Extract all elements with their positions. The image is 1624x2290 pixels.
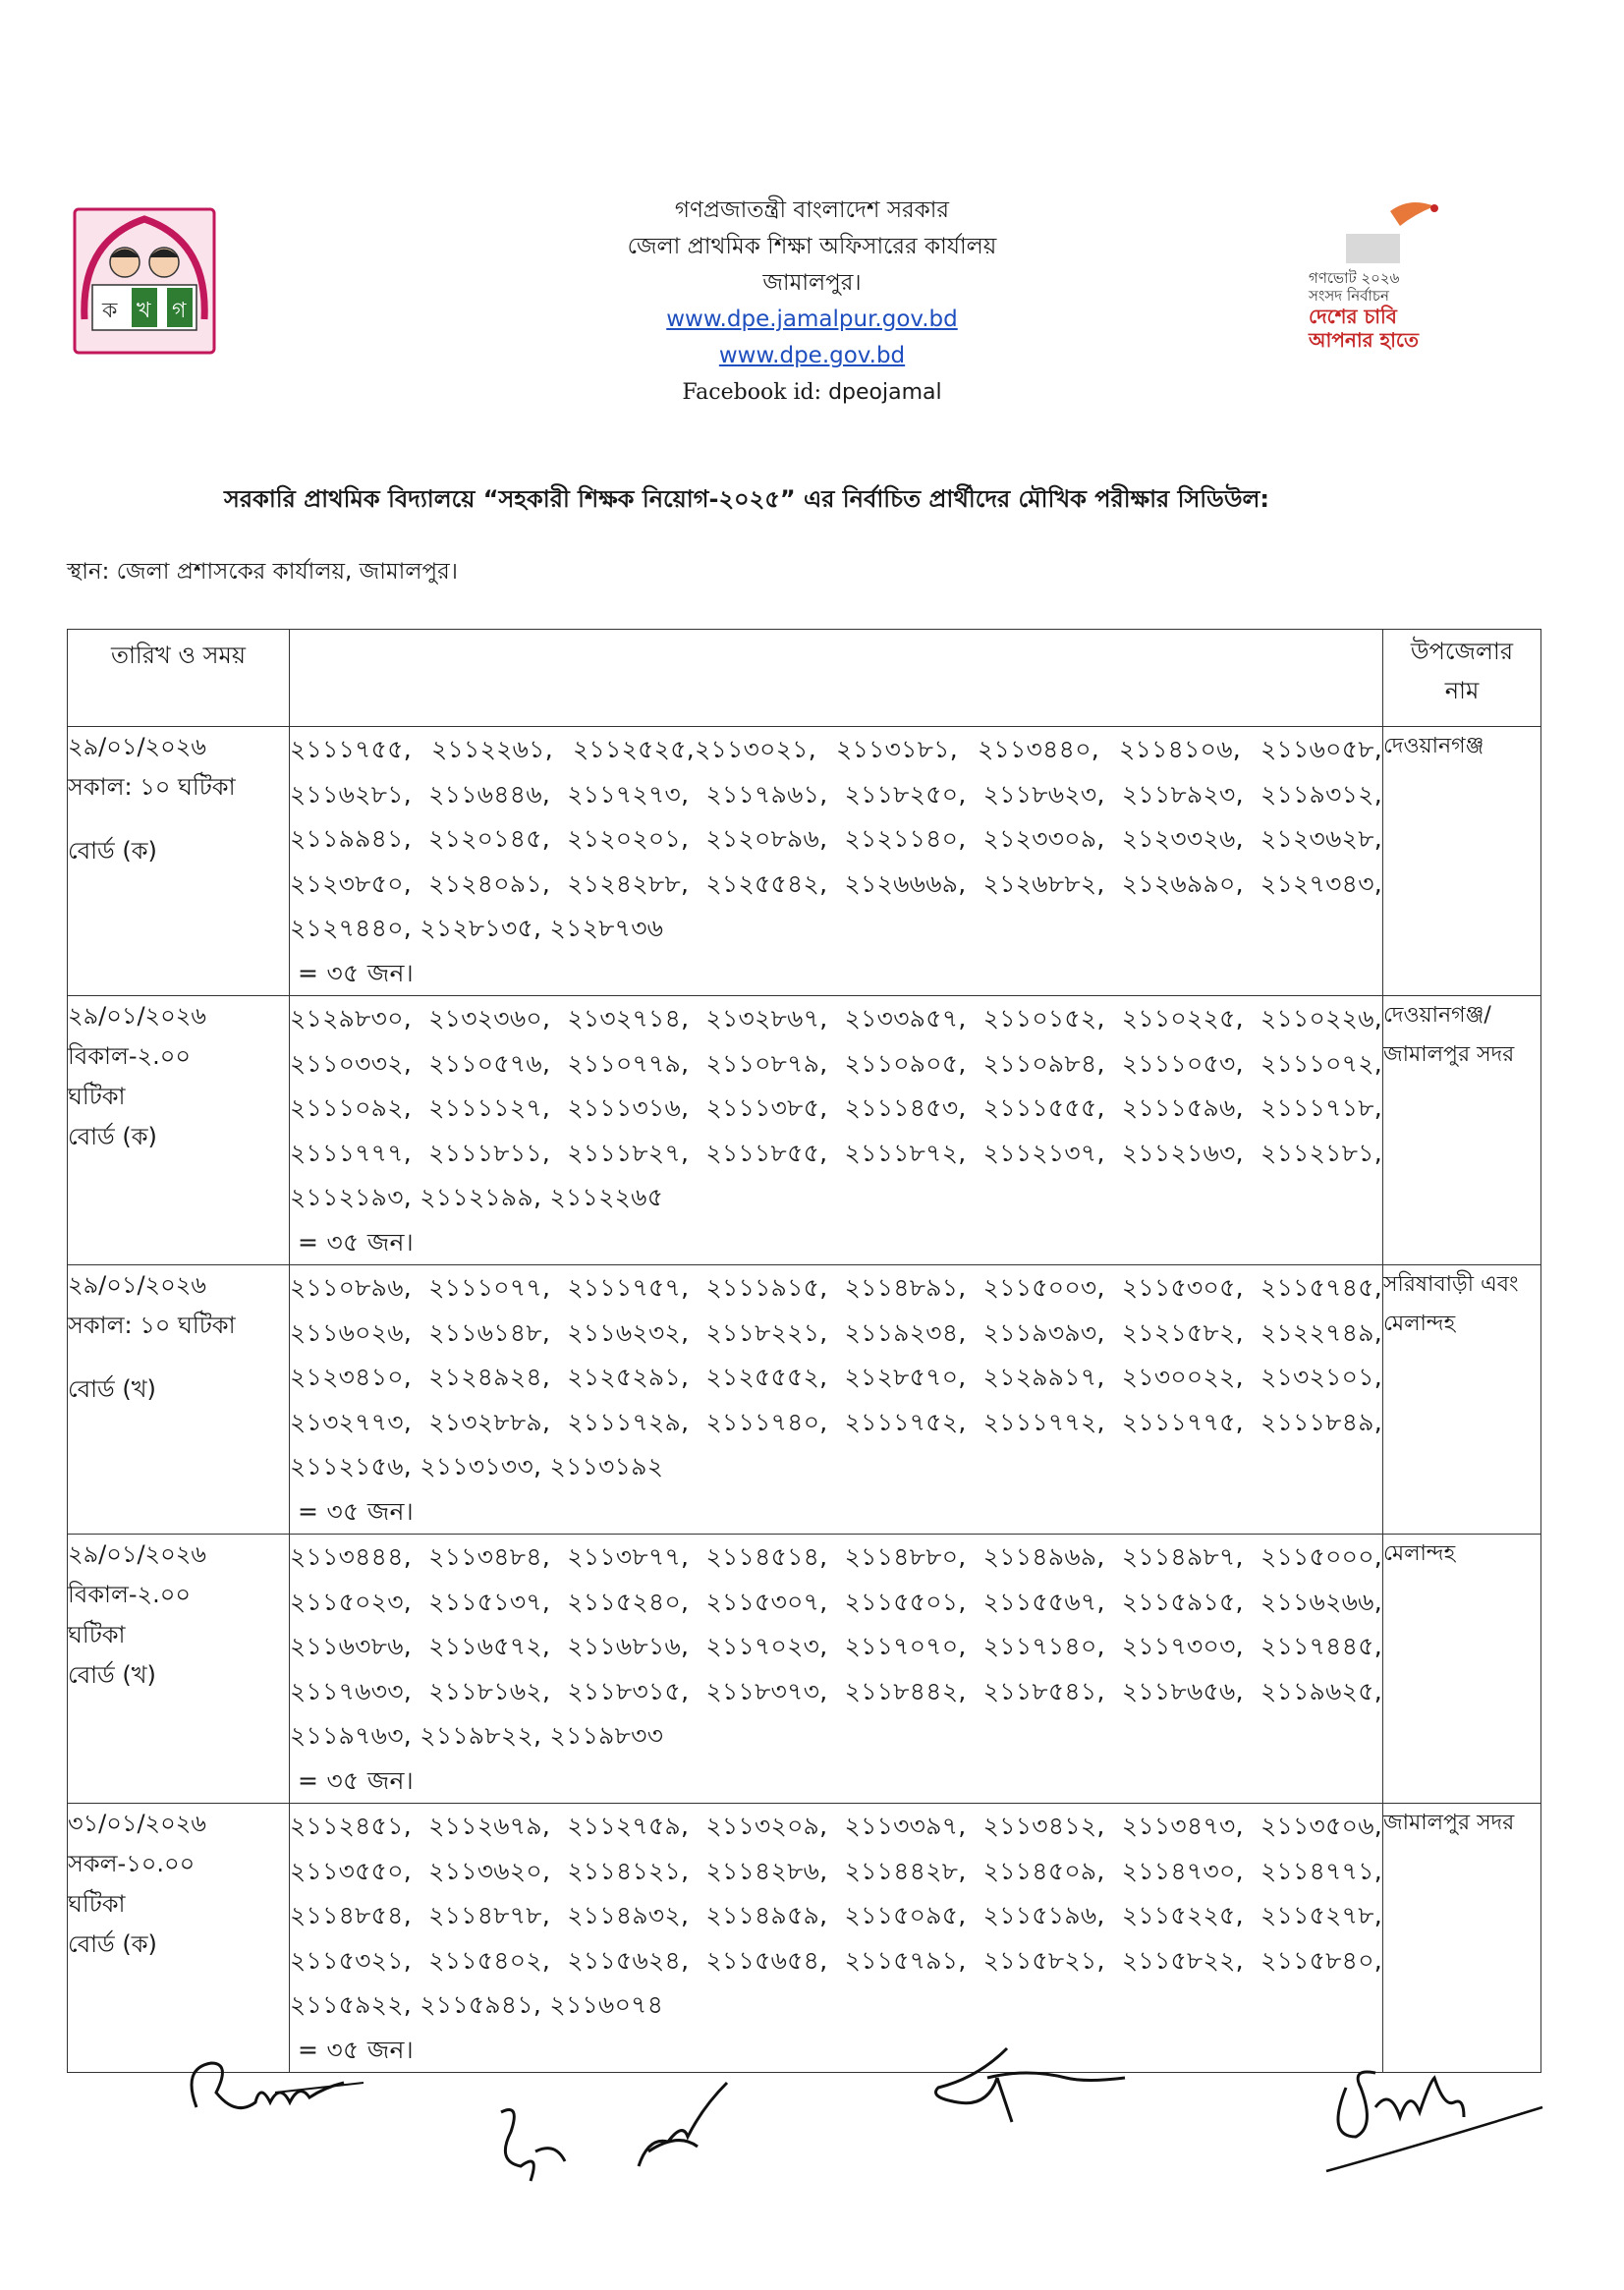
website-link-dpe[interactable]: www.dpe.gov.bd xyxy=(718,343,906,368)
table-row xyxy=(68,1535,1541,1804)
facebook-label: Facebook id: xyxy=(682,380,822,405)
table-row xyxy=(68,1265,1541,1535)
roll-cell xyxy=(290,727,1383,996)
roll-numbers: ২১১২৪৫১, ২১১২৬৭৯, ২১১২৭৫৯, ২১১৩২০৯, ২১১৩৩৯৭, ২১১৩৪১২, ২১১৩৪৭৩, ২১১৩৫০৬, ২১১৩৫৫০, ২১১৩৬২০, ২১১৪১২১, ২১১৪২৮৬, ২১১৪৪২৮, ২১১৪৫০৯, ২১১৪৭৩০, ২১১৪৭৭১, ২১১৪৮৫৪, ২১১৪৮৭৮, ২১১৪৯৩২, ২১১৪৯৫৯, ২১১৫০৯৫, ২১১৫১৯৬, ২১১৫২২৫, ২১১৫২৭৮, ২১১৫৩২১, ২১১৫৪০২, ২১১৫৬২৪, ২১১৫৬৫৪, ২১১৫৭৯১, ২১১৫৮২১, ২১১৫৮২২, ২১১৫৮৪০, ২১১৫৯২২, ২১১৫৯৪১, ২১১৬০৭৪ xyxy=(290,1812,1382,2019)
date-cell xyxy=(68,1535,290,1804)
header-upazila-line2: নাম xyxy=(1444,677,1480,704)
upazila-cell: সরিষাবাড়ী এবং মেলান্দহ xyxy=(1383,1265,1541,1535)
date-cell xyxy=(68,1265,290,1535)
board: বোর্ড (খ) xyxy=(68,1661,156,1689)
svg-text:ক: ক xyxy=(102,299,118,323)
roll-cell xyxy=(290,1265,1383,1535)
header-rolls xyxy=(290,630,1383,727)
time: বিকাল-২.০০ xyxy=(68,1042,191,1070)
date-cell xyxy=(68,996,290,1265)
table-header-row xyxy=(68,630,1541,727)
header-upazila xyxy=(1383,630,1541,727)
upazila-cell: দেওয়ানগঞ্জ xyxy=(1383,727,1541,996)
header-line-govt: গণপ্রজাতন্ত্রী বাংলাদেশ সরকার xyxy=(674,197,950,223)
board: বোর্ড (ক) xyxy=(68,837,157,865)
signature-5 xyxy=(1316,2048,1552,2186)
candidate-count: = ৩৫ জন। xyxy=(298,958,414,987)
header-line-district: জামালপুর। xyxy=(762,270,862,296)
website-link-jamalpur[interactable]: www.dpe.jamalpur.gov.bd xyxy=(666,307,958,332)
candidate-count: = ৩৫ জন। xyxy=(298,2035,414,2064)
election-line2: সংসদ নির্বাচন xyxy=(1309,287,1389,305)
board: বোর্ড (ক) xyxy=(68,1930,157,1958)
header-upazila-line1: উপজেলার xyxy=(1410,638,1514,665)
upazila-cell: জামালপুর সদর xyxy=(1383,1804,1541,2073)
time: সকল-১০.০০ xyxy=(68,1850,196,1877)
table-row xyxy=(68,1804,1541,2073)
upazila-cell: দেওয়ানগঞ্জ/ জামালপুর সদর xyxy=(1383,996,1541,1265)
roll-cell xyxy=(290,996,1383,1265)
candidate-count: = ৩৫ জন। xyxy=(298,1227,414,1257)
facebook-id: dpeojamal xyxy=(828,380,942,405)
election-line3: দেশের চাবি xyxy=(1309,305,1397,328)
candidate-count: = ৩৫ জন। xyxy=(298,1765,414,1795)
board: বোর্ড (ক) xyxy=(68,1123,157,1150)
schedule-table xyxy=(67,629,1541,2073)
time: বিকাল-২.০০ xyxy=(68,1581,191,1608)
header-line-office: জেলা প্রাথমিক শিক্ষা অফিসারের কার্যালয় xyxy=(627,234,997,259)
date: ২৯/০১/২০২৬ xyxy=(68,1540,206,1568)
roll-cell xyxy=(290,1535,1383,1804)
time-suffix: ঘটিকা xyxy=(68,1083,126,1110)
date-cell xyxy=(68,727,290,996)
venue: স্থান: জেলা প্রশাসকের কার্যালয়, জামালপুর। xyxy=(67,559,458,585)
svg-text:খ: খ xyxy=(137,299,151,323)
signature-2 xyxy=(491,2093,580,2201)
board: বোর্ড (খ) xyxy=(68,1375,156,1403)
candidate-count: = ৩৫ জন। xyxy=(298,1496,414,1526)
date: ২৯/০১/২০২৬ xyxy=(68,1002,206,1030)
svg-text:গ: গ xyxy=(172,299,187,323)
roll-numbers: ২১২৯৮৩০, ২১৩২৩৬০, ২১৩২৭১৪, ২১৩২৮৬৭, ২১৩৩৯৫৭, ২১১০১৫২, ২১১০২২৫, ২১১০২২৬, ২১১০৩৩২, ২১১০৫৭৬, ২১১০৭৭৯, ২১১০৮৭৯, ২১১০৯০৫, ২১১০৯৮৪, ২১১১০৫৩, ২১১১০৭২, ২১১১০৯২, ২১১১১২৭, ২১১১৩১৬, ২১১১৩৮৫, ২১১১৪৫৩, ২১১১৫৫৫, ২১১১৫৯৬, ২১১১৭১৮, ২১১১৭৭৭, ২১১১৮১১, ২১১১৮২৭, ২১১১৮৫৫, ২১১১৮৭২, ২১১২১৩৭, ২১১২১৬৩, ২১১২১৮১, ২১১২১৯৩, ২১১২১৯৯, ২১১২২৬৫ xyxy=(290,1004,1382,1211)
date: ৩১/০১/২০২৬ xyxy=(68,1810,206,1837)
date: ২৯/০১/২০২৬ xyxy=(68,1271,206,1299)
time: সকাল: ১০ ঘটিকা xyxy=(68,773,236,801)
upazila-cell: মেলান্দহ xyxy=(1383,1535,1541,1804)
facebook-line xyxy=(0,374,1624,411)
signature-4 xyxy=(919,2039,1135,2147)
election-line1: গণভোট ২০২৬ xyxy=(1309,269,1400,287)
time-suffix: ঘটিকা xyxy=(68,1621,126,1648)
date-cell xyxy=(68,1804,290,2073)
roll-numbers: ২১১১৭৫৫, ২১১২২৬১, ২১১২৫২৫,২১১৩০২১, ২১১৩১৮১, ২১১৩৪৪০, ২১১৪১০৬, ২১১৬০৫৮, ২১১৬২৮১, ২১১৬৪৪৬, ২১১৭২৭৩, ২১১৭৯৬১, ২১১৮২৫০, ২১১৮৬২৩, ২১১৮৯২৩, ২১১৯৩১২, ২১১৯৯৪১, ২১২০১৪৫, ২১২০২০১, ২১২০৮৯৬, ২১২১১৪০, ২১২৩৩০৯, ২১২৩৩২৬, ২১২৩৬২৮, ২১২৩৮৫০, ২১২৪০৯১, ২১২৪২৮৮, ২১২৫৫৪২, ২১২৬৬৬৯, ২১২৬৮৮২, ২১২৬৯৯০, ২১২৭৩৪৩, ২১২৭৪৪০, ২১২৮১৩৫, ২১২৮৭৩৬ xyxy=(290,735,1382,942)
date: ২৯/০১/২০২৬ xyxy=(68,733,206,760)
signature-1 xyxy=(177,2048,373,2137)
roll-numbers: ২১১৩৪৪৪, ২১১৩৪৮৪, ২১১৩৮৭৭, ২১১৪৫১৪, ২১১৪৮৮০, ২১১৪৯৬৯, ২১১৪৯৮৭, ২১১৫০০০, ২১১৫০২৩, ২১১৫১৩৭, ২১১৫২৪০, ২১১৫৩০৭, ২১১৫৫০১, ২১১৫৫৬৭, ২১১৫৯১৫, ২১১৬২৬৬, ২১১৬৩৮৬, ২১১৬৫৭২, ২১১৬৮১৬, ২১১৭০২৩, ২১১৭০৭০, ২১১৭১৪০, ২১১৭৩০৩, ২১১৭৪৪৫, ২১১৭৬৩৩, ২১১৮১৬২, ২১১৮৩১৫, ২১১৮৩৭৩, ২১১৮৪৪২, ২১১৮৫৪১, ২১১৮৬৫৬, ২১১৯৬২৫, ২১১৯৭৬৩, ২১১৯৮২২, ২১১৯৮৩৩ xyxy=(290,1542,1382,1750)
table-row xyxy=(68,996,1541,1265)
table-row xyxy=(68,727,1541,996)
roll-cell xyxy=(290,1804,1383,2073)
header-date-time: তারিখ ও সময় xyxy=(68,630,290,727)
signature-3 xyxy=(629,2068,737,2176)
election-line4: আপনার হাতে xyxy=(1309,328,1419,352)
page-title: সরকারি প্রাথমিক বিদ্যালয়ে “সহকারী শিক্ষক নিয়োগ-২০২৫” এর নির্বাচিত প্রার্থীদের মৌখিক পরীক্ষার সিডিউল: xyxy=(224,485,1270,513)
time-suffix: ঘটিকা xyxy=(68,1890,126,1918)
time: সকাল: ১০ ঘটিকা xyxy=(68,1312,236,1339)
roll-numbers: ২১১০৮৯৬, ২১১১০৭৭, ২১১১৭৫৭, ২১১১৯১৫, ২১১৪৮৯১, ২১১৫০০৩, ২১১৫৩০৫, ২১১৫৭৪৫, ২১১৬০২৬, ২১১৬১৪৮, ২১১৬২৩২, ২১১৮২২১, ২১১৯২৩৪, ২১১৯৩৯৩, ২১২১৫৮২, ২১২২৭৪৯, ২১২৩৪১০, ২১২৪৯২৪, ২১২৫২৯১, ২১২৫৫৫২, ২১২৮৫৭০, ২১২৯৯১৭, ২১৩০০২২, ২১৩২১০১, ২১৩২৭৭৩, ২১৩২৮৮৯, ২১১১৭২৯, ২১১১৭৪০, ২১১১৭৫২, ২১১১৭৭২, ২১১১৭৭৫, ২১১১৮৪৯, ২১১২১৫৬, ২১১৩১৩৩, ২১১৩১৯২ xyxy=(290,1273,1382,1480)
office-header xyxy=(0,193,1624,411)
